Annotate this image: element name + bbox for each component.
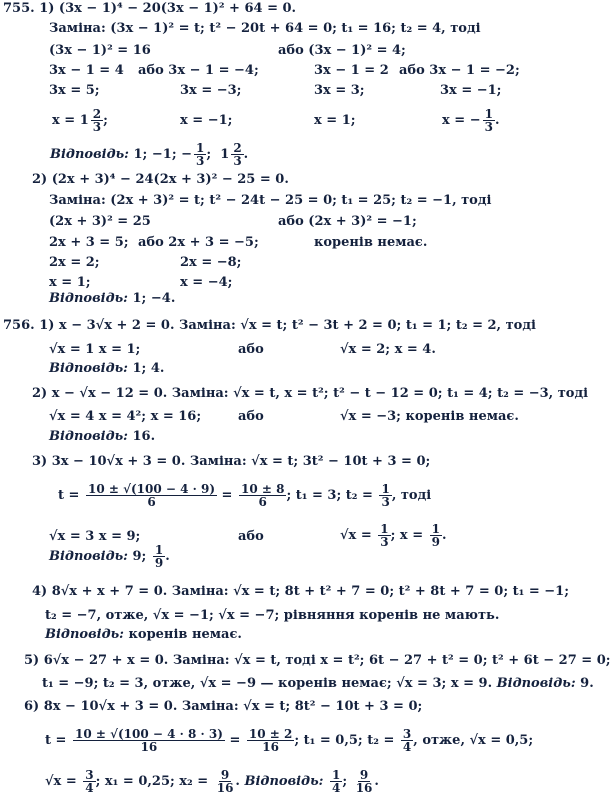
equation-line [42,676,594,691]
equation-line [180,275,232,290]
roots-text: ; t₁ = 0,5; t₂ = [294,733,395,748]
then-text: , отже, √x = 0,5; [413,733,534,748]
answer-text: 9. [580,676,594,691]
equation-line [49,409,201,424]
fraction: $\frac{2}{3}$ [92,107,102,134]
equation-line [49,43,151,58]
or-text: або [238,409,264,424]
equation-text: √x = [340,528,372,543]
equation-text: 2x = 2; [49,255,100,270]
fraction: $\frac{10 \pm 8}{6}$ [240,482,285,509]
answer-label: Відповідь: [50,147,129,162]
equation-text: 3x = −3; [180,83,242,98]
equation-text: t₁ = −9; t₂ = 3, отже, √x = −9 — коренів немає; √x = 3; x = 9. [42,676,493,691]
equation-line [49,342,140,357]
answer-line [49,291,175,306]
equation-text: 3x − 1 = 4 [49,63,124,78]
equation-line [45,608,499,623]
t-label: t = [45,733,67,748]
substitution-text: Заміна: (2x + 3)² = t; t² − 24t − 25 = 0; t₁ = 25; t₂ = −1, тоді [49,193,492,208]
equation-text: √x = [45,774,77,789]
equation-text: 3x = 3; [314,83,365,98]
answer-text: 1 [220,147,230,162]
t-label: t = [58,488,80,503]
answer-line [49,361,164,376]
equation-line [138,63,259,78]
equation-line [49,255,100,270]
equation: 1) x − 3√x + 2 = 0. Заміна: √x = t; t² − 3t + 2 = 0; t₁ = 1; t₂ = 2, тоді [39,318,536,333]
equation-line [340,342,436,357]
equation-line [238,529,264,544]
problem-number: 756. [3,318,35,333]
equation-title [24,699,422,714]
answer-text: 1; 4. [132,361,165,376]
fraction: $\frac{10 \pm 2}{16}$ [248,727,293,754]
final-line: √x = $\frac{3}{4}$ ; x₁ = 0,25; x₂ = $\frac{9}{16}$ . Відповідь: $\frac{1}{4}$ ; $\frac{9}{16}$ . [45,768,379,795]
equation-line [440,83,501,98]
answer-label: Відповідь: [49,429,128,444]
equation-line [180,255,241,270]
equation: 3) 3x − 10√x + 3 = 0. Заміна: √x = t; 3t² − 10t + 3 = 0; [32,454,431,469]
equation-text: або (2x + 3)² = −1; [278,214,417,229]
equation: 5) 6√x − 27 + x = 0. Заміна: √x = t, тоді x = t²; 6t − 27 + t² = 0; t² + 6t − 27 = 0; [24,653,611,668]
root-line: x = − $\frac{1}{3}$ . [442,107,500,134]
answer-label: Відповідь: [45,627,124,642]
equation-line [49,275,91,290]
equation-line [180,83,241,98]
equation-text: 2x = −8; [180,255,242,270]
answer-text: коренів немає. [128,627,242,642]
problem-756-line-1 [3,318,536,333]
equation-line [238,409,264,424]
equation-text: (2x + 3)² = 25 [49,214,151,229]
substitution-text: Заміна: (3x − 1)² = t; t² − 20t + 64 = 0; t₁ = 16; t₂ = 4, тоді [49,21,481,36]
equation-text: x = 1; [49,275,91,290]
equation-text: або 2x + 3 = −5; [138,235,259,250]
fraction: $\frac{1}{4}$ [332,768,341,795]
answer-line: Відповідь: 9; $\frac{1}{9}$ . [49,543,170,570]
then-text: , тоді [391,488,432,503]
fraction: $\frac{9}{16}$ [216,768,234,795]
equation-line [138,235,259,250]
problem-755-line-1 [3,1,296,16]
equation-line [314,63,389,78]
root-text: x = 1 [52,113,89,128]
equation-text: або 3x − 1 = −4; [138,63,259,78]
answer-label: Відповідь: [49,291,128,306]
equation-title [32,172,289,187]
equation: 2) (2x + 3)⁴ − 24(2x + 3)² − 25 = 0. [32,172,289,187]
fraction: $\frac{10 \pm √(100 - 4 \cdot 8 \cdot 3)}{16}$ [74,727,223,754]
equation-line [49,214,151,229]
equation-text: коренів немає. [314,235,428,250]
substitution-line [49,193,491,208]
quadratic-formula-line [45,720,533,762]
answer-label: Відповідь: [49,361,128,376]
answer-text: 16. [132,429,156,444]
root-line [314,113,356,128]
equation: 6) 8x − 10√x + 3 = 0. Заміна: √x = t; 8t² − 10t + 3 = 0; [24,699,423,714]
answer-line [49,429,155,444]
quadratic-formula-line [58,474,431,518]
answer-line [45,627,242,642]
fraction: $\frac{9}{16}$ [355,768,373,795]
answer-label: Відповідь: [244,774,324,789]
equation-line [278,214,417,229]
equation: 4) 8√x + x + 7 = 0. Заміна: √x = t; 8t + t² + 7 = 0; t² + 8t + 7 = 0; t₁ = −1; [32,584,570,599]
equation-text: ; x₁ = 0,25; x₂ = [95,774,209,789]
equation-title [32,386,588,401]
equals-sign: = [229,733,241,748]
fraction: $\frac{2}{3}$ [233,141,242,168]
equation-text: t₂ = −7, отже, √x = −1; √x = −7; рівняння коренів не мають. [45,608,500,623]
equation-line [340,409,519,424]
fraction: $\frac{1}{3}$ [380,522,389,549]
equation-line [49,83,100,98]
equation-line [314,235,427,250]
fraction: $\frac{1}{9}$ [431,522,440,549]
equation-line [278,43,406,58]
answer-label: Відповідь: [496,676,576,691]
root-text: x = 1; [314,113,356,128]
equation-line [399,63,520,78]
fraction: $\frac{10 \pm √(100 - 4 \cdot 9)}{6}$ [87,482,216,509]
equation-text: 3x = −1; [440,83,502,98]
equation-text: або 3x − 1 = −2; [399,63,520,78]
equation-title [24,653,611,668]
answer-text: 9; [132,549,147,564]
answer-line: Відповідь: 1; −1; − $\frac{1}{3}$ ; 1 $\frac{2}{3}$ . [50,141,249,168]
equation-text: або (3x − 1)² = 4; [278,43,406,58]
root-text: x = −1; [180,113,233,128]
root-text: x = − [442,113,481,128]
or-text: або [238,529,264,544]
fraction: $\frac{1}{3}$ [484,107,493,134]
equation-line [49,235,129,250]
equation: 2) x − √x − 12 = 0. Заміна: √x = t, x = t²; t² − t − 12 = 0; t₁ = 4; t₂ = −3, тоді [32,386,589,401]
equation-title [32,584,569,599]
equation-text: 2x + 3 = 5; [49,235,129,250]
equation-text: ; x = [390,528,424,543]
equation-line: √x = $\frac{1}{3}$ ; x = $\frac{1}{9}$ . [340,522,447,549]
equals-sign: = [221,488,233,503]
roots-text: ; t₁ = 3; t₂ = [286,488,373,503]
root-line [180,113,232,128]
equation: 1) (3x − 1)⁴ − 20(3x − 1)² + 64 = 0. [39,1,297,16]
answer-text: 1; −4. [132,291,176,306]
equation-text: √x = 3 x = 9; [49,529,141,544]
fraction: $\frac{1}{3}$ [381,482,390,509]
or-text: або [238,342,264,357]
equation-text: √x = 1 x = 1; [49,342,141,357]
equation-text: x = −4; [180,275,233,290]
root-line: x = 1 $\frac{2}{3}$ ; [52,107,108,134]
equation-text: √x = −3; коренів немає. [340,409,519,424]
fraction: $\frac{3}{4}$ [402,727,412,754]
substitution-line [49,21,481,36]
equation-text: 3x − 1 = 2 [314,63,389,78]
fraction: $\frac{1}{3}$ [196,141,205,168]
fraction: $\frac{3}{4}$ [85,768,94,795]
equation-line [238,342,264,357]
equation-title [32,454,430,469]
answer-text: 1; −1; − [133,147,193,162]
equation-text: 3x = 5; [49,83,100,98]
problem-number: 755. [3,1,35,16]
fraction: $\frac{1}{9}$ [154,543,164,570]
answer-label: Відповідь: [49,549,128,564]
equation-line [49,63,124,78]
equation-text: √x = 2; x = 4. [340,342,436,357]
equation-text: (3x − 1)² = 16 [49,43,151,58]
equation-text: √x = 4 x = 4²; x = 16; [49,409,202,424]
equation-line [314,83,365,98]
